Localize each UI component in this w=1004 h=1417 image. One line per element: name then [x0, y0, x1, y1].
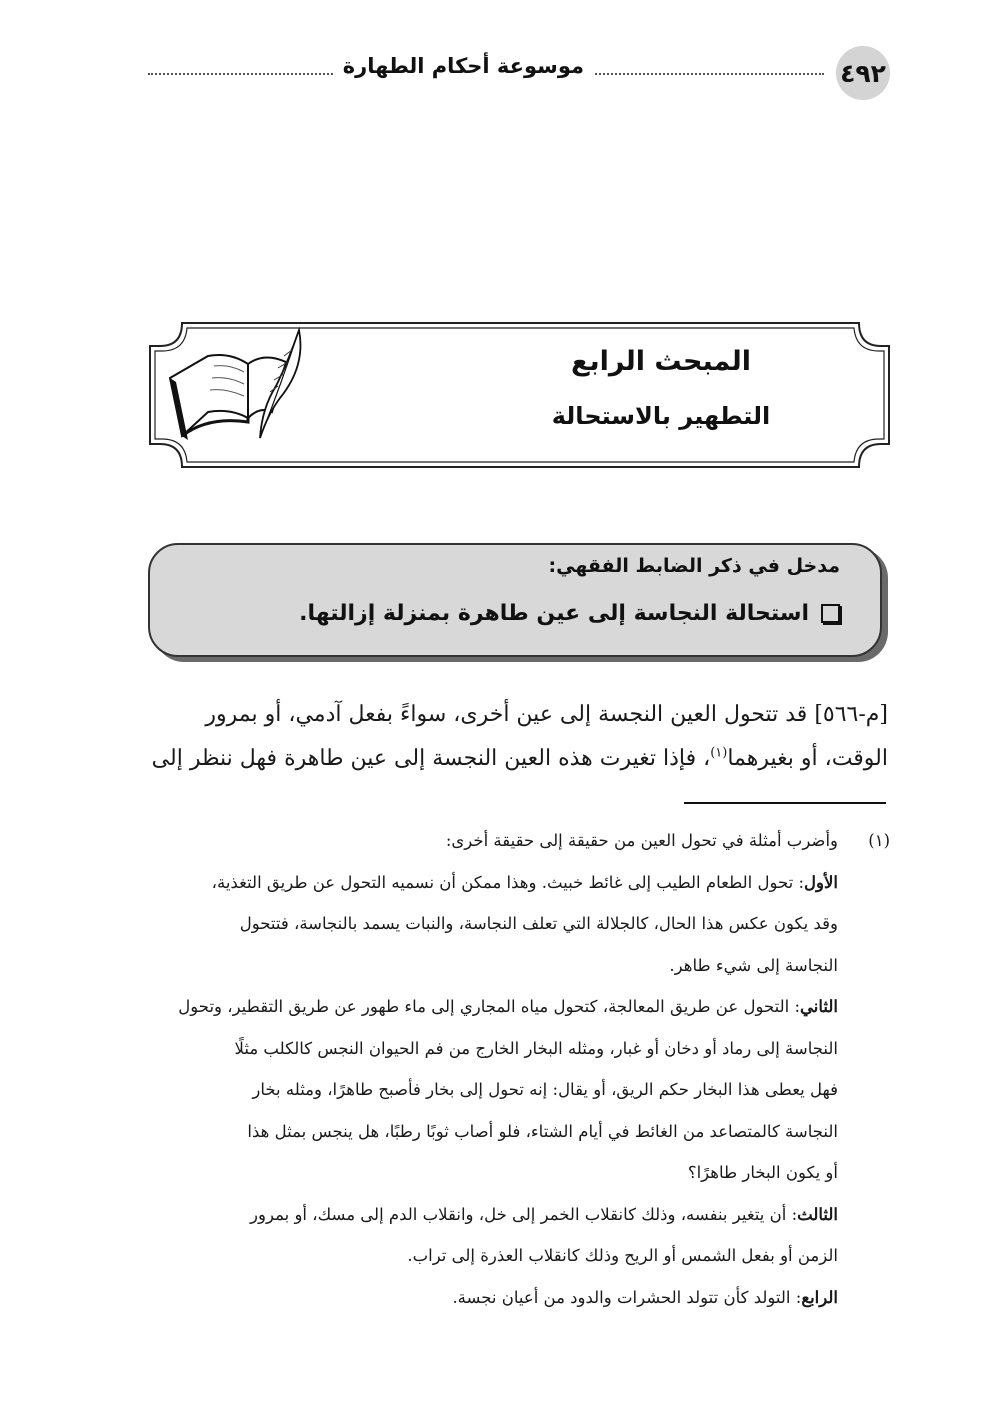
footnote-line — [148, 1277, 890, 1319]
footnote-section — [148, 820, 890, 1318]
book-title: موسوعة أحكام الطهارة — [333, 54, 594, 78]
main-line-2-start: الوقت، أو بغيرهما — [727, 746, 888, 771]
rule-box — [148, 543, 882, 657]
main-line-2 — [148, 737, 888, 781]
running-header — [148, 46, 890, 102]
footnote-line: النجاسة كالمتصاعد من الغائط في أيام الشتاء، فلو أصاب ثوبًا رطبًا، هل ينجس بمثل هذا — [247, 1121, 838, 1141]
footnote-line — [148, 1194, 890, 1236]
footnote-intro-line — [148, 820, 890, 862]
example-label-fourth: الرابع — [801, 1287, 838, 1307]
main-line-2-end: ، فإذا تغيرت هذه العين النجسة إلى عين طاهرة فهل ننظر إلى — [151, 746, 711, 771]
footnote-line: النجاسة إلى شيء طاهر. — [669, 955, 838, 975]
checkbox-bullet-icon — [821, 604, 840, 623]
example-label-second: الثاني — [800, 997, 838, 1016]
footnote-text: : التحول عن طريق المعالجة، كتحول مياه المجاري إلى ماء طهور عن طريق التقطير، وتحول — [178, 997, 801, 1016]
footnote-text: : أن يتغير بنفسه، وذلك كانقلاب الخمر إلى خل، وانقلاب الدم إلى مسك، أو بمرور — [250, 1204, 798, 1224]
page-number: ٤٩٢ — [836, 46, 890, 100]
footnote-text: : التولد كأن تتولد الحشرات والدود من أعيان نجسة. — [452, 1287, 802, 1307]
main-paragraph — [148, 693, 888, 781]
footnote-line: الزمن أو بفعل الشمس أو الريح وذلك كانقلاب العذرة إلى تراب. — [407, 1246, 838, 1265]
rule-statement — [299, 601, 840, 626]
example-label-third: الثالث — [797, 1204, 838, 1224]
footnote-separator — [684, 802, 886, 804]
chapter-subtitle: التطهير بالاستحالة — [551, 402, 771, 430]
book-quill-icon — [164, 326, 306, 444]
main-line-1: [م-٥٦٦] قد تتحول العين النجسة إلى عين أخرى، سواءً بفعل آدمي، أو بمرور — [205, 702, 888, 727]
chapter-title: المبحث الرابع — [571, 346, 751, 377]
footnote-reference[interactable]: (١) — [710, 745, 728, 761]
rule-heading: مدخل في ذكر الضابط الفقهي: — [548, 555, 840, 577]
footnote-line: وقد يكون عكس هذا الحال، كالجلالة التي تعلف النجاسة، والنبات يسمد بالنجاسة، فتتحول — [239, 914, 838, 933]
footnote-number: (١) — [868, 831, 890, 850]
footnote-text: : تحول الطعام الطيب إلى غائط خبيث. وهذا ممكن أن نسميه التحول عن طريق التغذية، — [211, 872, 805, 892]
chapter-title-frame — [146, 320, 895, 470]
example-label-first: الأول — [804, 872, 838, 892]
footnote-line: النجاسة إلى رماد أو دخان أو غبار، ومثله البخار الخارج من فم الحيوان النجس كالكلب مثلًا — [234, 1038, 838, 1058]
rule-text: استحالة النجاسة إلى عين طاهرة بمنزلة إزالتها. — [299, 601, 809, 626]
footnote-intro: وأضرب أمثلة في تحول العين من حقيقة إلى حقيقة أخرى: — [445, 831, 838, 850]
footnote-line — [148, 862, 890, 904]
footnote-line: فهل يعطى هذا البخار حكم الريق، أو يقال: إنه تحول إلى بخار فأصبح طاهرًا، ومثله بخار — [252, 1080, 838, 1099]
footnote-line — [148, 986, 890, 1028]
footnote-line: أو يكون البخار طاهرًا؟ — [687, 1163, 838, 1182]
